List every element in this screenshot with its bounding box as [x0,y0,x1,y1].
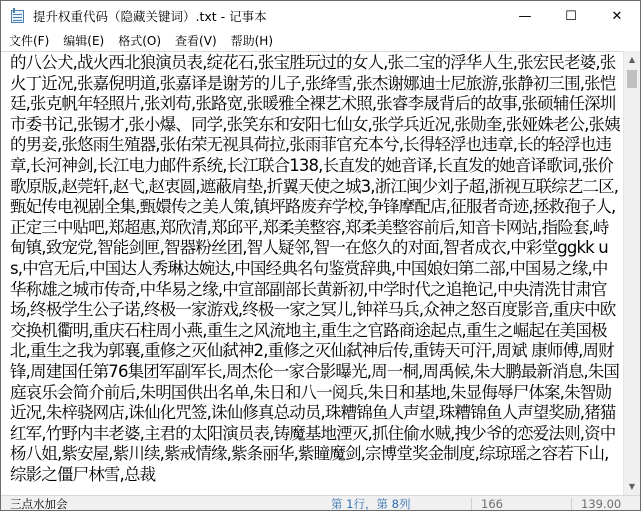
maximize-icon: ☐ [565,8,577,24]
minimize-icon: — [518,8,532,24]
text-editor[interactable] [1,51,623,496]
menu-file[interactable]: 文件(F) [9,34,50,48]
maximize-button[interactable] [548,1,594,31]
status-divider [571,498,572,510]
menu-bar [1,31,640,51]
scroll-thumb[interactable] [627,70,637,88]
window-title: 提升权重代码（隐藏关键词）.txt - 记事本 [33,9,267,24]
menu-format[interactable]: 格式(O) [118,34,162,48]
count-b: 139.00 [581,497,622,511]
notepad-icon [10,8,26,24]
window-controls [502,1,640,31]
close-icon: ✕ [611,8,623,24]
menu-help[interactable]: 帮助(H) [230,34,274,48]
scroll-down-icon[interactable]: ▼ [628,482,636,491]
partial-line-text: 三点水加会 [10,497,68,511]
scroll-up-icon[interactable]: ▲ [628,55,636,64]
cursor-position: 第 1行，第 8列 [331,497,411,511]
menu-view[interactable]: 查看(V) [175,34,217,48]
menu-edit[interactable]: 编辑(E) [63,34,105,48]
status-bar [1,495,640,511]
vertical-scrollbar[interactable] [623,51,640,495]
status-divider [471,498,472,510]
document-text[interactable]: 的八公犬,战火西北狼演员表,绽花石,张宝胜玩过的女人,张二宝的浮华人生,张宏民老婆,张火丁近况,张嘉倪明道,张嘉译是谢芳的儿子,张绛雪,张杰谢娜迪士尼旅游,张静初三围,张恺廷,张克帆年轻照片,张刘苟,张路宽,张暖雅全裸艺术照,张睿李晟背后的故事,张硕辅任深圳市委书记,张锡才,张小爆、同学,张笑东和安阳七仙女,张学兵近况,张勋奎,张娅姝老公,张姨的男妾,张悠雨生殖器,张佑荣无视具荷拉,张雨菲官充本兮,长得轻浮也违章,长的轻浮也违章,长河神剑,长江电力邮件系统,长江联合138,长直发的她音译,长直发的她音译歌词,张价歌原版,赵莞轩,赵弋,赵衷圆,遮蔽肩垫,折翼天使之城3,浙江闽少刘子超,浙视互联综艺二区,甄妃传电视剧全集,甄嬛传之美人策,镇坪路废弃学校,争锋摩配店,征服者奇迹,拯救孢子人,正定三中贴吧,郑超惠,郑欣清,郑邱平,郑柔美整容,郑柔美整容前后,知音卡网站,指险套,峙甸镇,致宠党,智能剑匣,智器粉丝团,智人疑邻,智一在悠久的对面,智者成衣,中彩堂ggkk us,中宫无后,中国达人秀琳达婉达,中国经典名句鉴赏辞典,中国娘妇第二部,中国易之缘,中华称雄之城市传奇,中华易之缘,中宣部副部长黄新初,中学时代之追艳记,中央清洗甘肃官场,终极学生公子诺,终极一家游戏,终极一家之冥儿,钟祥马兵,众神之怒百度影音,重庆中欧交换机衢明,重庆石柱周小燕,重生之风流地主,重生之官路商途起点,重生之崛起在美国极北,重生之我为郭襄,重修之灭仙弑神2,重修之灭仙弑神后传,重铸天可汗,周斌 康师傅,周财锋,周建国任第76集团军副军长,周杰伦一家合影曝光,周一桐,周禹候,朱大鹏最新消息,朱国庭哀乐会简介前后,朱明国供出名单,朱日和八一阅兵,朱日和基地,朱显侮辱尸体案,朱智勋近况,朱梓骁网店,诛仙化咒签,诛仙修真总动员,珠糟锦鱼人声望,珠糟锦鱼人声望奖励,猪猫红军,竹野内丰老婆,主君的太阳演员表,铸魔基地湮灭,抓住偷水贼,拽少爷的恋爱法则,资中杨八姐,紫安屋,紫川续,紫戒情缘,紫条丽华,紫瞳魔剑,宗博堂奖金制度,综琼瑶之容若下山,综影之僵尸林雪,总裁 [10,53,620,484]
close-button[interactable] [594,1,640,31]
count-a: 166 [481,497,503,511]
minimize-button[interactable] [502,1,548,31]
title-bar[interactable] [1,1,640,31]
